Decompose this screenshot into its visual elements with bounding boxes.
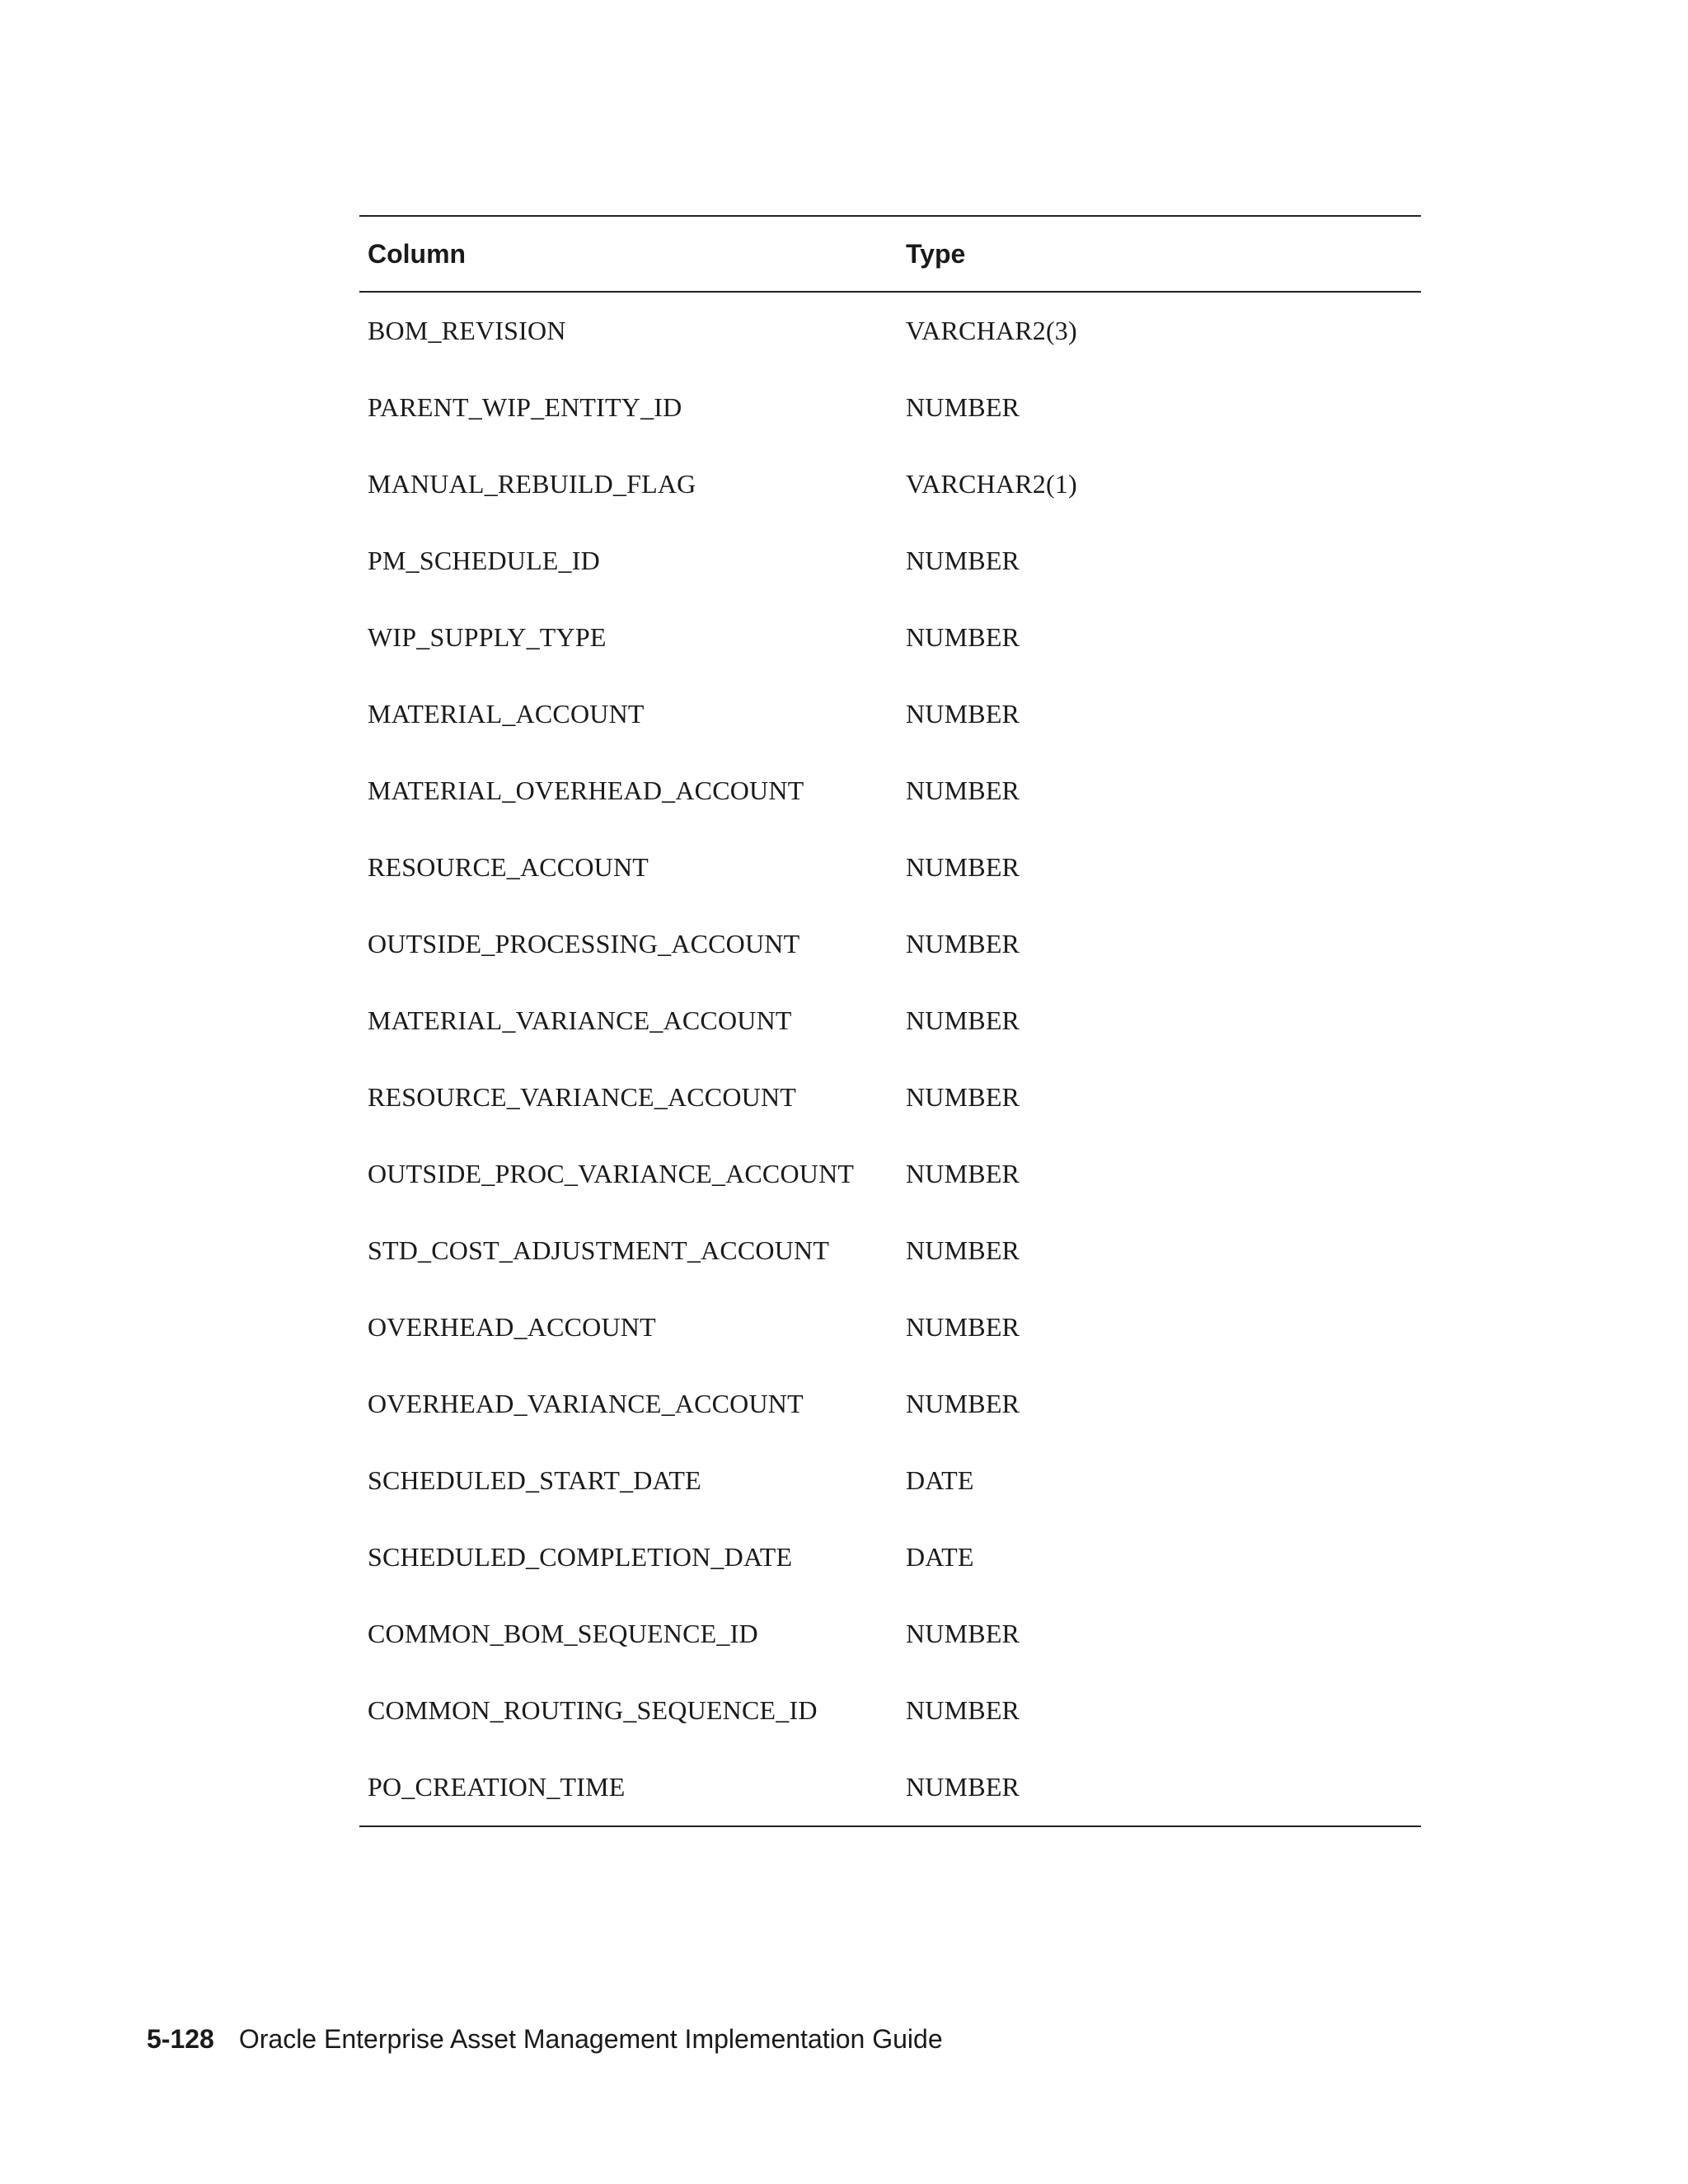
column-name-cell: BOM_REVISION: [368, 316, 566, 345]
column-type-cell: NUMBER: [906, 776, 1020, 805]
column-type-table: [359, 215, 1421, 1827]
column-name-cell: COMMON_ROUTING_SEQUENCE_ID: [368, 1695, 818, 1725]
table-row: [359, 1519, 1421, 1596]
column-name-cell: WIP_SUPPLY_TYPE: [368, 622, 607, 652]
table-row: [359, 446, 1421, 523]
column-type-cell: NUMBER: [906, 1159, 1020, 1188]
table-row: [359, 1136, 1421, 1212]
column-name-cell: MANUAL_REBUILD_FLAG: [368, 469, 696, 499]
type-header: Type: [906, 238, 966, 269]
table-row: [359, 982, 1421, 1059]
table-row: [359, 292, 1421, 369]
table-row: [359, 676, 1421, 752]
column-name-cell: MATERIAL_ACCOUNT: [368, 699, 645, 729]
table-row: [359, 1672, 1421, 1749]
column-type-cell: NUMBER: [906, 1082, 1020, 1112]
column-type-cell: NUMBER: [906, 546, 1020, 575]
column-type-cell: NUMBER: [906, 1619, 1020, 1648]
column-name-cell: SCHEDULED_COMPLETION_DATE: [368, 1542, 793, 1572]
column-type-cell: NUMBER: [906, 1235, 1020, 1265]
book-title: Oracle Enterprise Asset Management Implementation Guide: [238, 2024, 943, 2054]
page-footer: [147, 2024, 943, 2055]
table-header-row: [359, 216, 1421, 292]
column-header: Column: [368, 238, 467, 269]
column-name-cell: OVERHEAD_VARIANCE_ACCOUNT: [368, 1389, 804, 1418]
column-name-cell: RESOURCE_ACCOUNT: [368, 852, 649, 882]
column-name-cell: OUTSIDE_PROCESSING_ACCOUNT: [368, 929, 800, 958]
column-type-cell: NUMBER: [906, 1772, 1020, 1802]
table-row: [359, 906, 1421, 982]
table-row: [359, 1212, 1421, 1289]
column-name-cell: PARENT_WIP_ENTITY_ID: [368, 392, 682, 422]
column-type-cell: NUMBER: [906, 1389, 1020, 1418]
column-name-cell: COMMON_BOM_SEQUENCE_ID: [368, 1619, 758, 1648]
table-row: [359, 1596, 1421, 1672]
column-type-cell: DATE: [906, 1542, 974, 1572]
column-name-cell: MATERIAL_OVERHEAD_ACCOUNT: [368, 776, 804, 805]
column-type-cell: NUMBER: [906, 852, 1020, 882]
table-row: [359, 752, 1421, 829]
column-type-cell: NUMBER: [906, 929, 1020, 958]
column-type-cell: NUMBER: [906, 1312, 1020, 1342]
table-row: [359, 1289, 1421, 1366]
column-type-table-container: [359, 215, 1421, 1827]
column-type-cell: VARCHAR2(1): [906, 469, 1077, 499]
column-name-cell: PM_SCHEDULE_ID: [368, 546, 600, 575]
column-type-cell: NUMBER: [906, 392, 1020, 422]
table-header: [359, 216, 1421, 292]
table-row: [359, 1059, 1421, 1136]
column-type-cell: NUMBER: [906, 699, 1020, 729]
table-row: [359, 369, 1421, 446]
column-name-cell: RESOURCE_VARIANCE_ACCOUNT: [368, 1082, 797, 1112]
column-type-cell: NUMBER: [906, 1005, 1020, 1035]
table-body: [359, 292, 1421, 1826]
page-number: 5-128: [147, 2024, 214, 2054]
column-name-cell: PO_CREATION_TIME: [368, 1772, 626, 1802]
column-name-cell: OVERHEAD_ACCOUNT: [368, 1312, 656, 1342]
column-name-cell: OUTSIDE_PROC_VARIANCE_ACCOUNT: [368, 1159, 855, 1188]
table-row: [359, 523, 1421, 599]
table-row: [359, 599, 1421, 676]
column-name-cell: STD_COST_ADJUSTMENT_ACCOUNT: [368, 1235, 830, 1265]
column-name-cell: SCHEDULED_START_DATE: [368, 1465, 701, 1495]
table-row: [359, 829, 1421, 906]
table-row: [359, 1442, 1421, 1519]
column-type-cell: DATE: [906, 1465, 974, 1495]
column-type-cell: NUMBER: [906, 1695, 1020, 1725]
table-row: [359, 1366, 1421, 1442]
column-type-cell: NUMBER: [906, 622, 1020, 652]
column-name-cell: MATERIAL_VARIANCE_ACCOUNT: [368, 1005, 792, 1035]
column-type-cell: VARCHAR2(3): [906, 316, 1077, 345]
table-row: [359, 1749, 1421, 1826]
